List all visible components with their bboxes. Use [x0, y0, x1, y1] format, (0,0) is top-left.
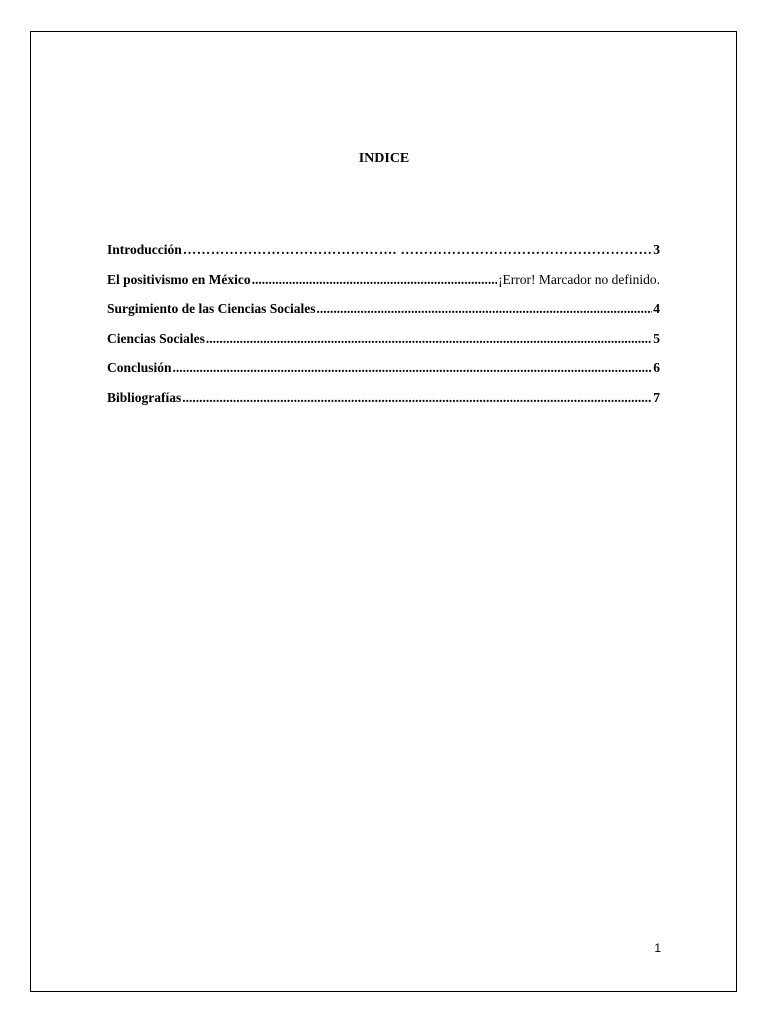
toc-entry-label: Surgimiento de las Ciencias Sociales [107, 301, 316, 316]
toc-entry-introduccion[interactable] [107, 241, 660, 271]
page-title: INDICE [358, 151, 410, 166]
toc-dot-leader [183, 241, 652, 259]
toc-entry-page: 5 [653, 330, 660, 346]
toc-entry-label: Ciencias Sociales [107, 330, 205, 346]
toc-dot-leader [317, 300, 653, 318]
toc-entry-page-error: ¡Error! Marcador no definido. [498, 271, 660, 287]
toc-dot-leader [252, 271, 497, 289]
toc-entry-page: 4 [653, 301, 660, 316]
toc-dot-leader [182, 389, 652, 407]
toc-entry-surgimiento[interactable] [107, 300, 660, 330]
toc-entry-label: El positivismo en México [107, 271, 251, 287]
toc-entry-page: 3 [653, 242, 660, 257]
toc-entry-label: Introducción [107, 242, 182, 257]
toc-dot-leader [173, 359, 653, 377]
page-number: 1 [654, 941, 661, 955]
toc-entry-positivismo[interactable] [107, 271, 660, 301]
toc-entry-bibliografias[interactable] [107, 389, 660, 419]
toc-entry-label: Bibliografías [107, 389, 182, 405]
toc-entry-label: Conclusión [107, 360, 172, 375]
toc-entry-page: 6 [653, 360, 660, 375]
table-of-contents [107, 241, 660, 418]
toc-entry-ciencias-sociales[interactable] [107, 330, 660, 360]
page-frame [30, 31, 737, 992]
toc-entry-conclusion[interactable] [107, 359, 660, 389]
toc-entry-page: 7 [653, 389, 660, 405]
toc-dot-leader [206, 330, 652, 348]
